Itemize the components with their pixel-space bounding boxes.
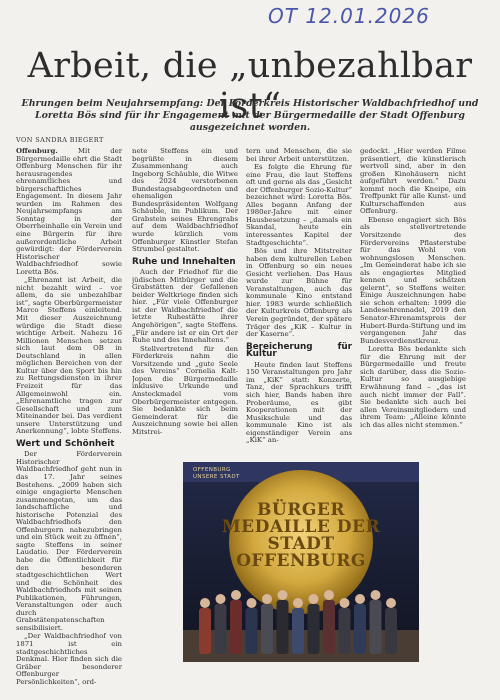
article-subheadline: Ehrungen beim Neujahrsempfang: Der Förderkreis Historischer Waldbachfriedhof und Loretta Bös sind für ihr Engagement mit der Bürgermedaille der Stadt Offenburg ausgezeichnet worden. <box>21 98 479 133</box>
paragraph: Loretta Bös bedankte sich für die Ehrung mit der Bürgermedaille und freute sich darüber, dass die Sozio-Kultur so ausgiebige Erwähnung fand – „das ist auch nicht immer der Fall“. Sie bedankte sich auch bei allen Vereinsmitgliedern und ihrem Team: „Alleine könnte ich das alles nicht stemmen.“ <box>360 345 466 429</box>
person-body <box>277 600 289 654</box>
person-body <box>230 600 242 654</box>
person-head <box>262 594 272 604</box>
article-column-1 <box>16 148 122 688</box>
medal-inscription: BÜRGER MEDAILLE DER STADT OFFENBURG <box>221 500 381 571</box>
paragraph: „Der Waldbachfriedhof von 1871 ist ein stadtgeschichtliches Denkmal. Hier finden sich die Gräber besonderer Offenburger Persönlichkeiten“, ord- <box>16 632 122 686</box>
person-head <box>293 598 303 608</box>
person-head <box>200 598 210 608</box>
paragraph: nete Steffens ein und begrüßte in diesem Zusammenhang auch Ingeborg Schäuble, die Witwe des 2024 verstorbenen Bundestagsabgeordneten und ehemaligen Bundespräsidenten Wolfgang Schäuble, im Publikum. Der Grabstein seines Ehrengrabs auf dem Waldbachfriedhof wurde kürzlich vom Offenburger Künstler Stefan Strumbel gestaltet. <box>132 148 238 254</box>
article-column-4 <box>360 148 466 492</box>
person-body <box>354 604 366 654</box>
paragraph: „Ehrenamt ist Arbeit, die nicht bezahlt wird – vor allem, da sie unbezahlbar ist“, sagte Oberbürgermeister Marco Steffens einleitend. Mit dieser Auszeichnung würdige die Stadt diese wichtige Arbeit. Nahezu 16 Millionen Menschen setzen sich laut dem OB in Deutschland in allen möglichen Bereichen von der Kultur über den Sport bis hin zu Rettungsdiensten in ihrer Freizeit für das Allgemeinwohl ein. „Ehrenamtliche tragen zur Gesellschaft und zum Miteinander bei. Das verdient unsere Unterstützung und Anerkennung“, lobte Steffens. <box>16 276 122 436</box>
person-head <box>386 598 396 608</box>
city-banner <box>193 467 240 480</box>
person-body <box>215 604 227 654</box>
paragraph: Bös und ihre Mitstreiter haben dem kulturellen Leben in Offenburg so ein neues Gesicht verliehen. Das Haus wurde zur Bühne für Veranstaltungen, auch das kommunale Kino entstand hier. 1983 wurde schließlich der Kulturkreis Offenburg als Verein gegründet, der spätere Träger des „KiK – Kultur in der Kaserne“. <box>246 247 352 339</box>
paragraph: Der Förderverein Historischer Waldbachfriedhof geht nun in das 17. Jahr seines Bestehens. „2009 haben sich einige engagierte Menschen zusammengetan, um das landschaftliche und historische Potenzial des Waldbachfriedhofs den Offenburgern nahezubringen und ein Stück weit zu öffnen“, sagte Steffens in seiner Laudatio. Der Förderverein habe die Öffentlichkeit für den besonderen stadtgeschichtlichen Wert und die Schönheit des Waldbachfriedhofs mit seinen Publikationen, Führungen, Veranstaltungen oder auch durch Grabstätenpatenschaften sensibilisiert. <box>16 450 122 632</box>
article-headline: Arbeit, die „unbezahlbar ist“ <box>27 46 473 126</box>
article-byline: VON SANDRA BIEGERT <box>16 136 104 144</box>
paragraph: Auch der Friedhof für die jüdischen Mitbürger und die Grabstätten der Gefallenen beider Weltkriege finden sich hier. „Für viele Offenburger ist der Waldbachfriedhof die letzte Ruhestätte ihrer Angehörigen“, sagte Steffens. „Für andere ist er ein Ort der Ruhe und des Innehaltens.“ <box>132 268 238 345</box>
paragraph: Ebenso engagiert sich Bös als stellvertretende Vorsitzende des Fördervereins Pflasterstube für das Wohl von wohnungslosen Menschen. „Im Gemeinderat habe ich sie als engagiertes Mitglied kennen und schätzen gelernt“, so Steffens weiter. Einige Auszeichnungen habe sie schon erhalten: 1999 die Landesehrennadel, 2019 den Senator-Ehrenamtspreis der Hubert-Burda-Stiftung und im vergangenen Jahr das Bundesverdienstkreuz. <box>360 215 466 345</box>
paragraph: gedockt. „Hier werden Filme präsentiert, die künstlerisch wertvoll sind, aber in den großen Kinohäusern nicht aufgeführt werden.“ Dazu kommt noch die Kneipe, ein Treffpunkt für alle Kunst- und Kulturschaffenden aus Offenburg. <box>360 148 466 216</box>
person-body <box>385 608 397 654</box>
person-head <box>216 594 226 604</box>
paragraph: tern und Menschen, die sie bei ihrer Arbeit unterstützen. <box>246 148 352 163</box>
person-head <box>309 594 319 604</box>
award-ceremony-photo <box>183 462 419 662</box>
paragraph: Stellvertretend für den Förderkreis nahm die Vorsitzende und „gute Seele des Vereins“ Cornelia Kalt-Jopen die Bürgermedaille inklusive Urkunde und Ansteckmadel vom Oberbürgermeister entgegen. Sie bedankte sich beim Gemeinderat für die Auszeichnung sowie bei allen Mitstrei- <box>132 344 238 436</box>
dateline: Offenburg. <box>16 148 58 155</box>
person-body <box>246 608 258 654</box>
person-head <box>355 594 365 604</box>
subheading: Ruhe und Innehalten <box>132 256 236 267</box>
paragraph: Es folgte die Ehrung für eine Frau, die laut Steffens oft und gerne als das „Gesicht der Offenburger Sozio-Kultur“ bezeichnet wird: Loretta Bös. Alles begann Anfang der 1980er-Jahre mit einer Hausbesetzung – „damals ein Skandal, heute ein interessantes Kapitel der Stadtgeschichte“. <box>246 163 352 247</box>
article-column-2 <box>132 148 238 492</box>
person-body <box>292 608 304 654</box>
person-body <box>199 608 211 654</box>
person-body <box>308 604 320 654</box>
person-head <box>278 590 288 600</box>
paragraph-text: Mit der Bürgermedaille ehrt die Stadt Offenburg Menschen für ihr herausragendes ehrenamtliches und bürgerschaftliches Engagement. In diesem Jahr wurden im Rahmen des Neujahrsempfangs am Sonntag in der Oberrheinhalle ein Verein und eine Bürgerin für ihre außerordentliche Arbeit gewürdigt: der Förderverein Historischer Waldbachfriedhof sowie Loretta Bös. <box>16 148 122 276</box>
person-head <box>324 590 334 600</box>
paragraph: Heute finden laut Steffens 150 Veranstaltungen pro Jahr im „KiK“ statt: Konzerte, Tanz, der Sprachkurs trifft sich hier, Bands haben ihre Proberäume, es gibt Kooperationen mit der Musikschule und das kommunale Kino ist als eigenständiger Verein ans „KiK“ an- <box>246 360 352 445</box>
person-head <box>231 590 241 600</box>
paragraph <box>16 148 122 276</box>
person-head <box>371 590 381 600</box>
subheading: Wert und Schönheit <box>16 438 115 449</box>
person-body <box>261 604 273 654</box>
person-body <box>370 600 382 654</box>
city-banner-line1: OFFENBURG <box>193 467 231 473</box>
person-head <box>247 598 257 608</box>
person-body <box>339 608 351 654</box>
handwritten-date-note: OT 12.01.2026 <box>268 4 430 28</box>
article-column-3 <box>246 148 352 492</box>
person-head <box>340 598 350 608</box>
city-banner-line2: UNSERE STADT <box>193 473 240 480</box>
person-body <box>323 600 335 654</box>
subheading: Bereicherung für Kultur <box>246 341 352 360</box>
